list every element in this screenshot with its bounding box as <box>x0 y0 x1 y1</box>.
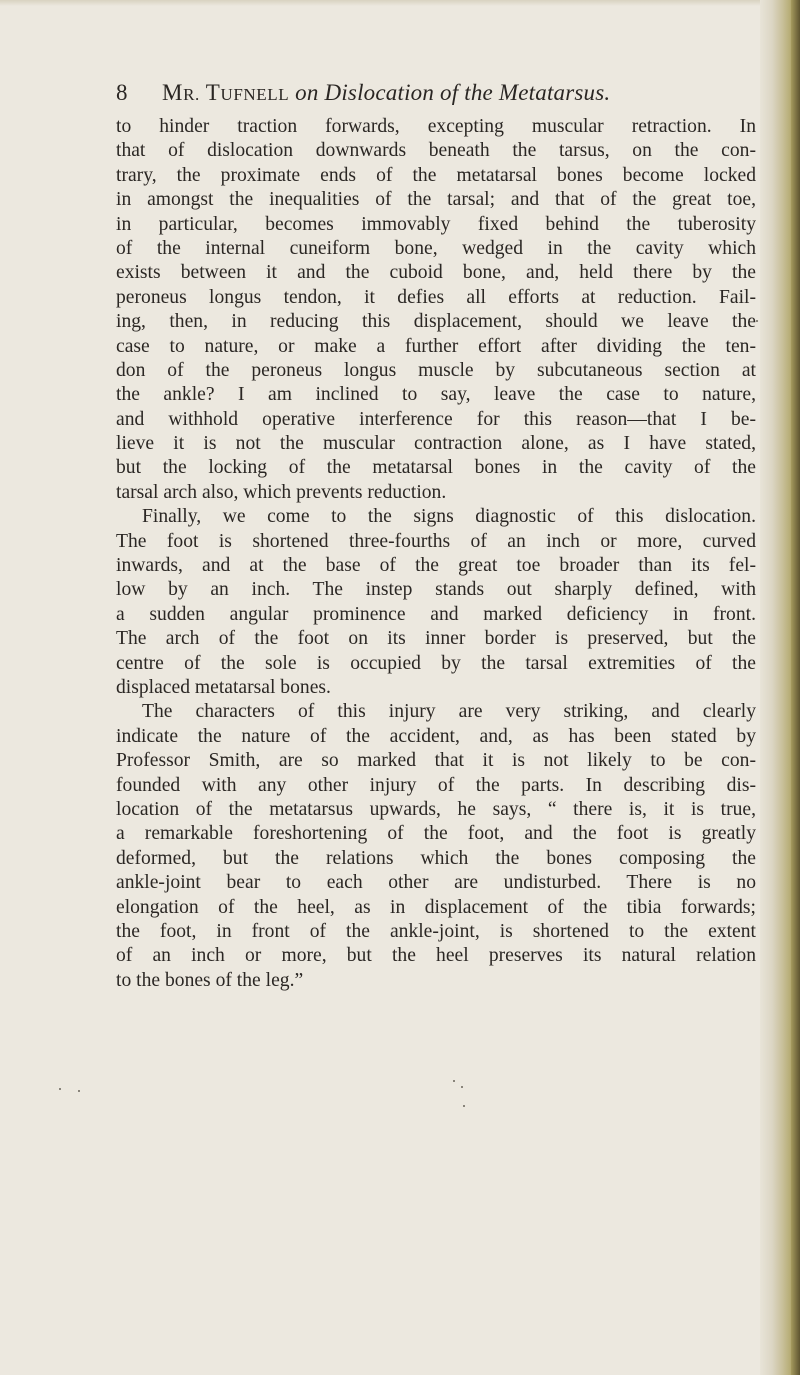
text-line: Professor Smith, are so marked that it is not likely to be con- <box>116 750 756 772</box>
paper-speck <box>78 1090 80 1092</box>
author-prefix-small: R. <box>183 85 200 104</box>
text-line: peroneus longus tendon, it defies all efforts at reduction. Fail- <box>116 286 756 308</box>
text-line: and withhold operative interference for this reason—that I be- <box>116 408 756 430</box>
text-line: a sudden angular prominence and marked deficiency in front. <box>116 603 756 625</box>
text-line: The foot is shortened three-fourths of an inch or more, curved <box>116 530 756 552</box>
text-line: centre of the sole is occupied by the tarsal extremities of the <box>116 652 756 674</box>
paper-speck <box>461 1086 463 1088</box>
text-line: ing, then, in reducing this displacement, should we leave the <box>116 311 756 333</box>
page-number: 8 <box>116 80 128 105</box>
author-surname-small: UFNELL <box>220 85 290 104</box>
text-line: case to nature, or make a further effort after dividing the ten- <box>116 335 756 357</box>
text-line: the foot, in front of the ankle-joint, is shortened to the extent <box>116 920 756 942</box>
text-line: but the locking of the metatarsal bones in the cavity of the <box>116 457 756 479</box>
page-top-edge <box>0 0 800 6</box>
paper-speck <box>463 1105 465 1107</box>
page-spine-edge <box>760 0 800 1375</box>
text-line: ankle-joint bear to each other are undisturbed. There is no <box>116 872 756 894</box>
text-line: Finally, we come to the signs diagnostic of this dislocation. <box>142 506 756 528</box>
text-line: location of the metatarsus upwards, he says, “ there is, it is true, <box>116 798 756 820</box>
text-line: displaced metatarsal bones. <box>116 676 331 698</box>
text-line: inwards, and at the base of the great toe broader than its fel- <box>116 555 756 577</box>
body-text <box>116 115 756 993</box>
text-line: The characters of this injury are very striking, and clearly <box>142 701 756 723</box>
author-name <box>162 80 289 105</box>
text-line: indicate the nature of the accident, and, as has been stated by <box>116 725 756 747</box>
paper-speck <box>756 320 758 322</box>
text-line: don of the peroneus longus muscle by subcutaneous section at <box>116 359 756 381</box>
text-line: tarsal arch also, which prevents reduction. <box>116 481 447 503</box>
text-line: that of dislocation downwards beneath the tarsus, on the con- <box>116 140 756 162</box>
text-line: exists between it and the cuboid bone, and, held there by the <box>116 262 756 284</box>
text-line: the ankle? I am inclined to say, leave the case to nature, <box>116 384 756 406</box>
paper-speck <box>453 1080 455 1082</box>
running-head-title: Dislocation of the Metatarsus. <box>324 80 611 105</box>
text-line: to the bones of the leg.” <box>116 969 304 991</box>
text-line: of the internal cuneiform bone, wedged in the cavity which <box>116 237 756 259</box>
text-line: trary, the proximate ends of the metatarsal bones become locked <box>116 164 756 186</box>
text-line: a remarkable foreshortening of the foot, and the foot is greatly <box>116 823 756 845</box>
text-line: of an inch or more, but the heel preserves its natural relation <box>116 945 756 967</box>
binding-strip <box>791 0 800 1375</box>
text-line: to hinder traction forwards, excepting muscular retraction. In <box>116 116 756 137</box>
text-line: in particular, becomes immovably fixed behind the tuberosity <box>116 213 756 235</box>
text-line: lieve it is not the muscular contraction alone, as I have stated, <box>116 433 756 455</box>
running-head-connector: on <box>295 80 319 105</box>
author-prefix: M <box>162 80 184 105</box>
paper-speck <box>59 1088 61 1090</box>
text-line: founded with any other injury of the parts. In describing dis- <box>116 774 756 796</box>
text-line: deformed, but the relations which the bones composing the <box>116 847 756 869</box>
text-line: low by an inch. The instep stands out sharply defined, with <box>116 579 756 601</box>
running-head <box>116 80 756 106</box>
author-surname-initial: T <box>205 80 221 105</box>
text-line: elongation of the heel, as in displacement of the tibia forwards; <box>116 896 756 918</box>
text-line: The arch of the foot on its inner border is preserved, but the <box>116 628 756 650</box>
text-line: in amongst the inequalities of the tarsal; and that of the great toe, <box>116 189 756 211</box>
